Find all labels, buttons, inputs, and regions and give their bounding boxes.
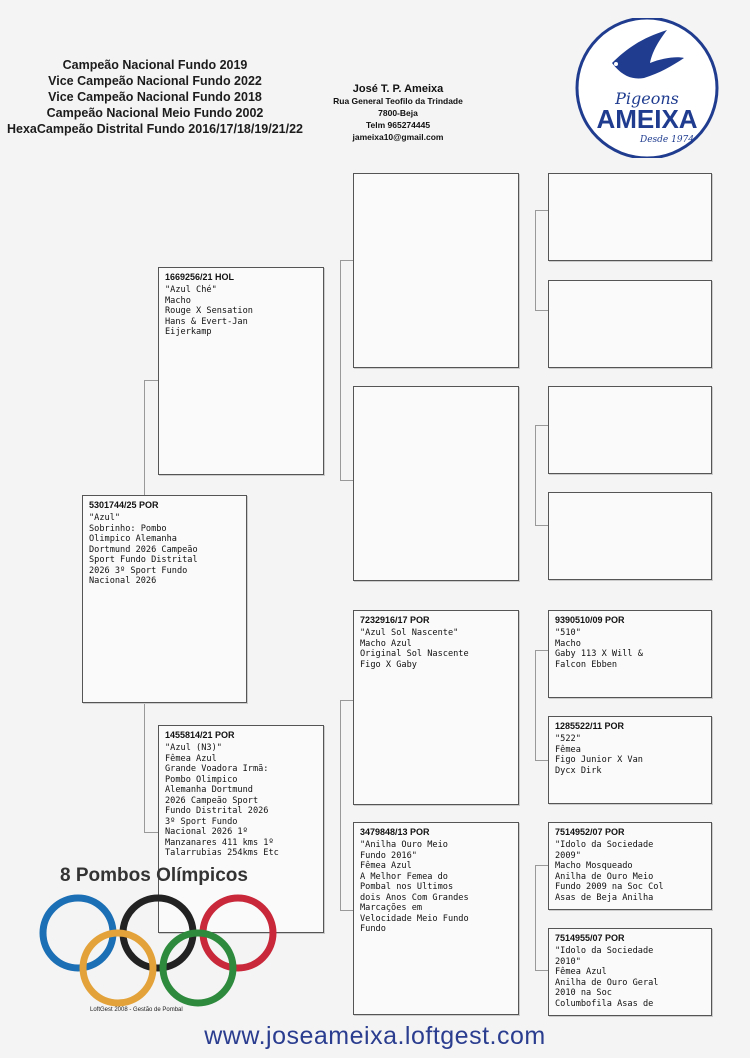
olympic-title: 8 Pombos Olímpicos [60,865,248,886]
bird-description: "522" Fêmea Figo Junior X Van Dycx Dirk [555,734,643,776]
owner-phone: Telm 965274445 [365,120,431,130]
bird-description: "510" Macho Gaby 113 X Will & Falcon Ebben [555,628,643,670]
pedigree-subject [82,495,247,703]
ring-number: 7232916/17 POR [360,615,430,625]
owner-street: Rua General Teofilo da Trindade [333,96,463,106]
pedigree-ggp-2 [548,280,712,368]
achievement-line: Campeão Nacional Fundo 2019 [62,58,248,72]
owner-name: José T. P. Ameixa [352,83,444,95]
pedigree-sire [158,267,324,475]
pedigree-dam-dam-sire [548,822,712,910]
bird-description: "Idolo da Sociedade 2009" Macho Mosqueado Anilha de Ouro Meio Fundo 2009 na Soc Col Asas de Beja Anilha [555,840,664,903]
ring-number: 5301744/25 POR [89,500,159,510]
achievement-line: Vice Campeão Nacional Fundo 2022 [48,74,262,88]
bird-description: "Azul" Sobrinho: Pombo Olimpico Alemanha Dortmund 2026 Campeão Sport Fundo Distrital 2026 3º Sport Fundo Nacional 2026 [89,513,198,586]
bird-description: "Azul Sol Nascente" Macho Azul Original Sol Nascente Figo X Gaby [360,628,469,670]
owner-contact [318,83,478,143]
olympic-rings-icon [38,888,278,1008]
website-link[interactable]: www.joseameixa.loftgest.com [204,1022,546,1050]
pedigree-sire-dam [353,386,519,581]
owner-city: 7800-Beja [378,108,418,118]
logo-since: Desde 1974 [639,135,695,145]
ameixa-logo [572,18,722,158]
software-note: LoftGest 2008 - Gestão de Pombal [90,1007,183,1013]
ring-number: 3479848/13 POR [360,827,430,837]
logo-brand: AMEIXA [596,104,698,134]
pedigree-ggp-3 [548,386,712,474]
pedigree-dam-dam [353,822,519,1015]
ring-number: 9390510/09 POR [555,615,625,625]
ring-number: 1669256/21 HOL [165,272,235,282]
achievement-line: Vice Campeão Nacional Fundo 2018 [48,90,262,104]
pedigree-dam-sire [353,610,519,805]
pedigree-sire-sire [353,173,519,368]
pedigree-dam-sire-dam [548,716,712,804]
achievement-line: HexaCampeão Distrital Fundo 2016/17/18/19/21/22 [7,122,303,136]
ring-number: 7514952/07 POR [555,827,625,837]
pedigree-dam-dam-dam [548,928,712,1016]
pedigree-ggp-4 [548,492,712,580]
logo-script: Pigeons [615,89,679,108]
ring-number: 1455814/21 POR [165,730,235,740]
owner-email: jameixa10@gmail.com [352,132,444,142]
bird-description: "Idolo da Sociedade 2010" Fêmea Azul Anilha de Ouro Geral 2010 na Soc Columbofila Asas de [555,946,659,1009]
ring-number: 7514955/07 POR [555,933,625,943]
bird-description: "Azul Ché" Macho Rouge X Sensation Hans & Evert-Jan Eijerkamp [165,285,253,337]
bird-description: "Anilha Ouro Meio Fundo 2016" Fêmea Azul A Melhor Femea do Pombal nos Ultimos dois Anos Com Grandes Marcações em Velocidade Meio Fundo Fundo [360,840,469,934]
achievements-list [0,57,310,137]
ring-number: 1285522/11 POR [555,721,625,731]
achievement-line: Campeão Nacional Meio Fundo 2002 [46,106,264,120]
pedigree-dam-sire-sire [548,610,712,698]
pedigree-ggp-1 [548,173,712,261]
bird-description: "Azul (N3)" Fêmea Azul Grande Voadora Irmã: Pombo Olimpico Alemanha Dortmund 2026 Campeão Sport Fundo Distrital 2026 3º Sport Fundo Nacional 2026 1º Manzanares 411 kms 1º Talarrubias 254kms Etc [165,743,279,858]
